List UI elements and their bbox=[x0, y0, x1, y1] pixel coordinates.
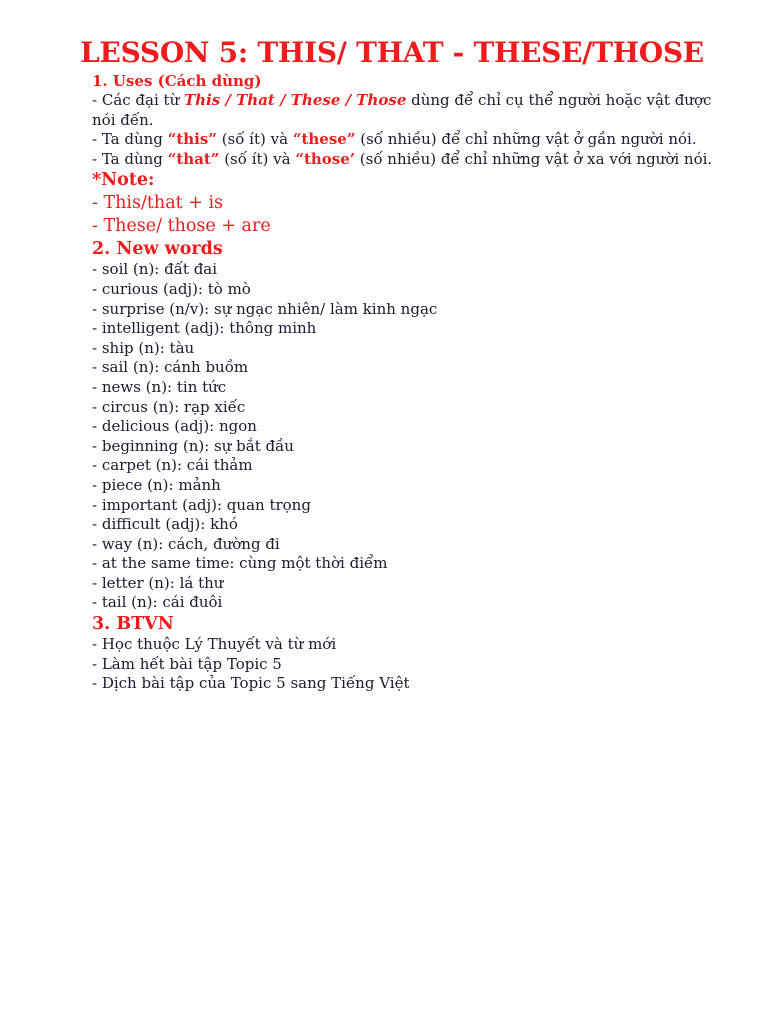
list-item: - difficult (adj): khó bbox=[92, 515, 238, 534]
note-heading: *Note: bbox=[92, 170, 155, 191]
list-item: - soil (n): đất đai bbox=[92, 260, 218, 279]
list-item: - circus (n): rạp xiếc bbox=[92, 397, 246, 416]
uses-line-2-pre: - Ta dùng bbox=[92, 130, 168, 149]
list-item: - tail (n): cái đuôi bbox=[92, 593, 223, 612]
uses-line-3-post: (số nhiều) để chỉ những vật ở xa với người nói. bbox=[355, 149, 713, 168]
note-line: - These/ those + are bbox=[92, 216, 271, 237]
uses-line-3-pre: - Ta dùng bbox=[92, 149, 168, 168]
uses-heading: 1. Uses (Cách dùng) bbox=[92, 72, 262, 90]
new-words-list bbox=[92, 260, 732, 613]
homework-heading: 3. BTVN bbox=[92, 614, 174, 635]
uses-line-1-pronouns: This / That / These / Those bbox=[184, 91, 407, 109]
keyword-these: “these” bbox=[292, 130, 356, 149]
list-item: - Học thuộc Lý Thuyết và từ mới bbox=[92, 635, 337, 654]
list-item: - news (n): tin tức bbox=[92, 377, 227, 396]
list-item: - way (n): cách, đường đi bbox=[92, 534, 280, 553]
list-item: - piece (n): mảnh bbox=[92, 475, 221, 494]
keyword-that: “that” bbox=[167, 149, 220, 168]
uses-line-1 bbox=[92, 91, 732, 130]
uses-line-3 bbox=[92, 150, 732, 170]
uses-line-2-post: (số nhiều) để chỉ những vật ở gần người nói. bbox=[355, 130, 697, 149]
keyword-those: “those’ bbox=[295, 149, 356, 168]
uses-line-2 bbox=[92, 130, 732, 150]
list-item: - at the same time: cùng một thời điểm bbox=[92, 554, 388, 573]
list-item: - surprise (n/v): sự ngạc nhiên/ làm kinh ngạc bbox=[92, 299, 438, 318]
list-item: - sail (n): cánh buồm bbox=[92, 358, 249, 377]
document-page bbox=[80, 36, 732, 694]
new-words-heading: 2. New words bbox=[92, 239, 223, 260]
list-item: - beginning (n): sự bắt đầu bbox=[92, 436, 294, 455]
list-item: - intelligent (adj): thông minh bbox=[92, 319, 317, 338]
lesson-title: LESSON 5: THIS/ THAT - THESE/THOSE bbox=[80, 36, 704, 69]
uses-line-3-mid: (số ít) và bbox=[219, 149, 296, 168]
list-item: - curious (adj): tò mò bbox=[92, 279, 251, 298]
keyword-this: “this” bbox=[167, 130, 217, 149]
list-item: - ship (n): tàu bbox=[92, 338, 195, 357]
list-item: - carpet (n): cái thảm bbox=[92, 456, 253, 475]
homework-list bbox=[92, 635, 732, 694]
list-item: - Làm hết bài tập Topic 5 bbox=[92, 654, 282, 673]
uses-line-1-pre: - Các đại từ bbox=[92, 91, 184, 109]
uses-line-2-mid: (số ít) và bbox=[216, 130, 293, 149]
uses-line-1-post: dùng để chỉ cụ thể người hoặc vật được nói đến. bbox=[92, 91, 712, 129]
list-item: - Dịch bài tập của Topic 5 sang Tiếng Việt bbox=[92, 674, 410, 693]
list-item: - important (adj): quan trọng bbox=[92, 495, 311, 514]
list-item: - letter (n): lá thư bbox=[92, 573, 224, 592]
list-item: - delicious (adj): ngon bbox=[92, 417, 257, 436]
note-line: - This/that + is bbox=[92, 193, 224, 214]
